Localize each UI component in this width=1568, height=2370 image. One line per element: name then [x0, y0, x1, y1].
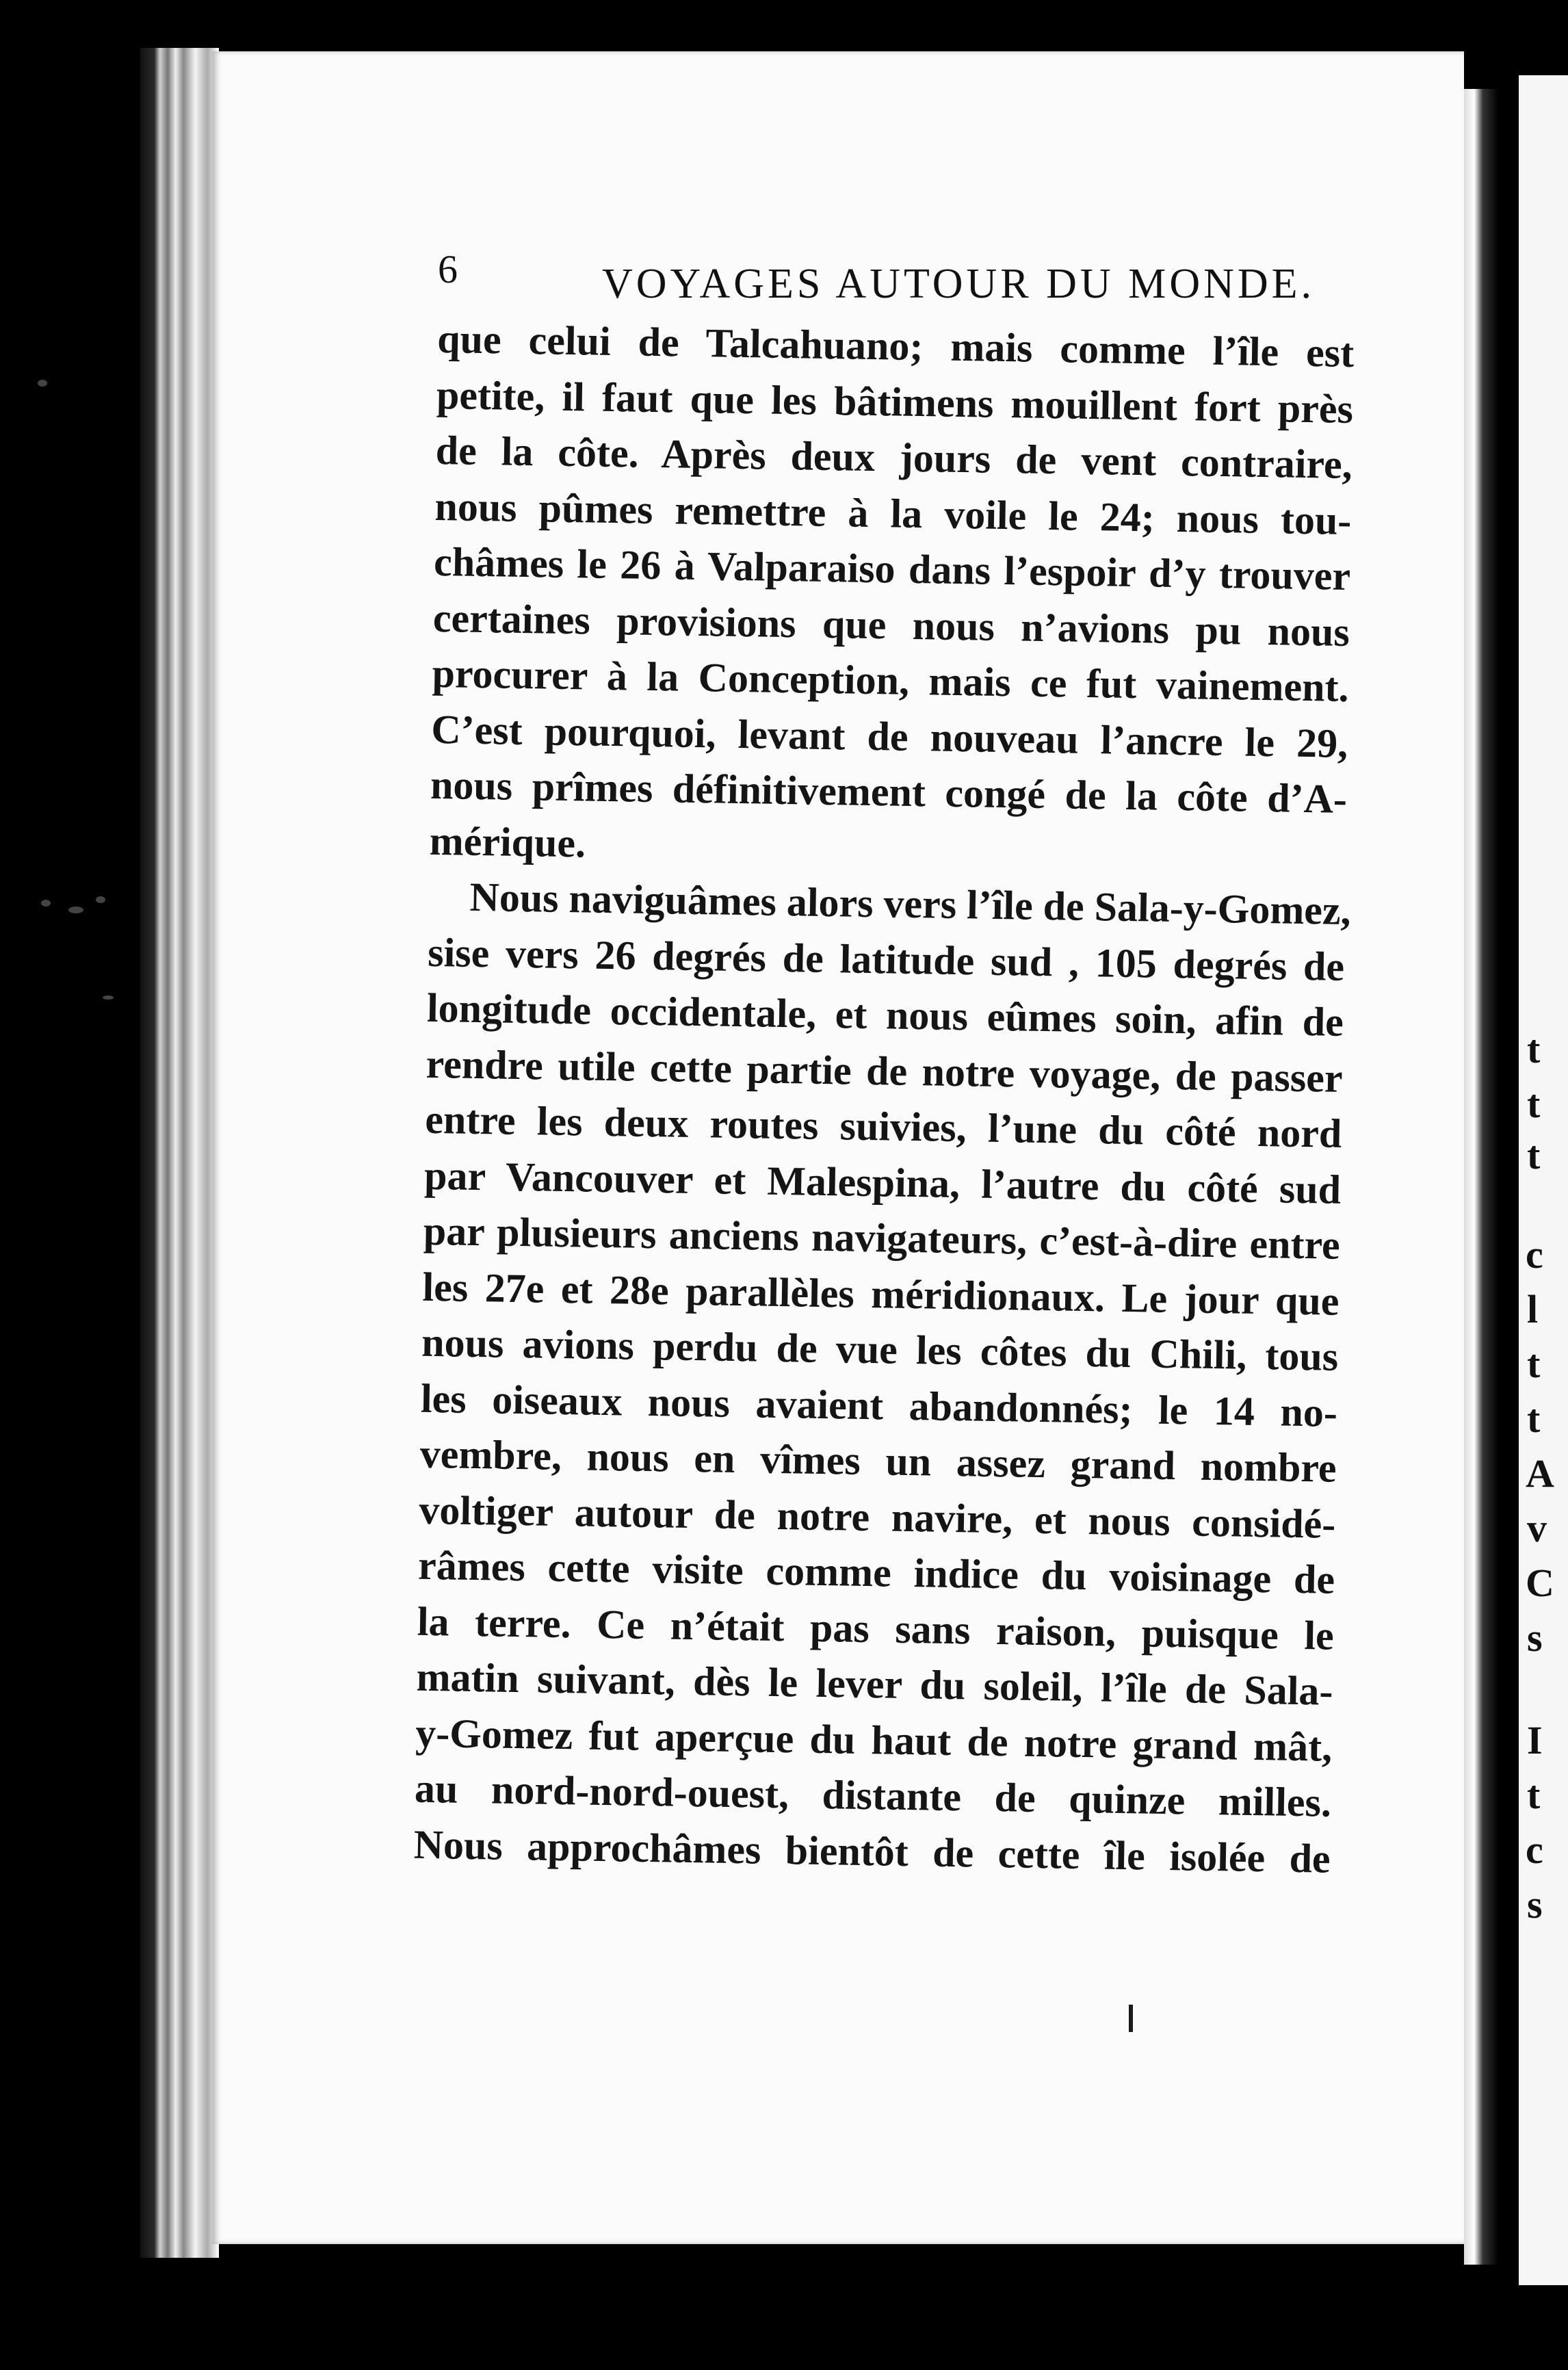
text-line: vembre, nous en vîmes un assez grand nombre: [419, 1431, 1337, 1491]
adjacent-page-glyph: s: [1527, 1882, 1543, 1927]
adjacent-page-glyph: c: [1526, 1232, 1543, 1277]
scan-speck: [96, 896, 105, 903]
scan-speck: [41, 900, 51, 907]
text-line: Nous approchâmes bientôt de cette île isolée de: [413, 1821, 1331, 1881]
text-line: râmes cette visite comme indice du voisinage de: [417, 1542, 1335, 1602]
running-title: VOYAGES AUTOUR DU MONDE.: [602, 261, 1316, 307]
text-line: la terre. Ce n’était pas sans raison, puisque le: [417, 1598, 1335, 1658]
text-line: par plusieurs anciens navigateurs, c’est-à-dire entre: [423, 1208, 1341, 1268]
scan-speck: [103, 995, 114, 1000]
text-line: par Vancouver et Malespina, l’autre du côté sud: [423, 1152, 1342, 1212]
text-line: que celui de Talcahuano; mais comme l’île est: [436, 315, 1355, 376]
text-line: y-Gomez fut aperçue du haut de notre grand mât,: [415, 1710, 1333, 1770]
text-line: nous avions perdu de vue les côtes du Chili, tous: [421, 1319, 1339, 1379]
scan-mark: [1129, 2005, 1133, 2032]
text-line: nous pûmes remettre à la voile le 24; nous tou-: [434, 483, 1352, 543]
page-gutter-shadow: [1464, 89, 1498, 2265]
paragraph-first-line: Nous naviguâmes alors vers l’île de Sala-y-Gomez,: [469, 874, 1352, 934]
text-line: rendre utile cette partie de notre voyage, de passer: [426, 1041, 1344, 1101]
adjacent-page-glyph: t: [1527, 1773, 1541, 1817]
text-line: châmes le 26 à Valparaiso dans l’espoir d’y trouver: [433, 538, 1351, 599]
adjacent-page-glyph: I: [1527, 1718, 1543, 1762]
scan-speck: [38, 380, 47, 387]
adjacent-page-glyph: t: [1527, 1342, 1541, 1386]
adjacent-page-glyph: A: [1526, 1451, 1554, 1496]
text-line: mérique.: [429, 818, 586, 865]
text-line: les 27e et 28e parallèles méridionaux. Le jour que: [422, 1264, 1340, 1324]
text-line: matin suivant, dès le lever du soleil, l’île de Sala-: [416, 1654, 1334, 1714]
text-line: voltiger autour de notre navire, et nous considé-: [418, 1487, 1336, 1547]
text-line: C’est pourquoi, levant de nouveau l’ancre le 29,: [430, 706, 1348, 766]
body-text: [413, 311, 1355, 1887]
adjacent-page-strip: [1519, 75, 1568, 2285]
adjacent-page-glyph: t: [1527, 1027, 1541, 1071]
text-line: longitude occidentale, et nous eûmes soin, afin de: [426, 985, 1344, 1045]
text-line: petite, il faut que les bâtimens mouillent fort près: [436, 372, 1354, 432]
adjacent-page-glyph: t: [1527, 1133, 1541, 1177]
adjacent-page-glyph: C: [1526, 1561, 1554, 1605]
adjacent-page-glyph: l: [1527, 1287, 1539, 1331]
text-line: les oiseaux nous avaient abandonnés; le 14 no-: [420, 1375, 1338, 1435]
text-line: sise vers 26 degrés de latitude sud , 105 degrés de: [427, 929, 1345, 989]
text-line: certaines provisions que nous n’avions pu nous: [432, 595, 1350, 655]
book-spine-edge: [140, 48, 219, 2258]
text-line: de la côte. Après deux jours de vent contraire,: [435, 427, 1353, 488]
adjacent-page-glyph: s: [1527, 1615, 1543, 1660]
adjacent-page-glyph: t: [1527, 1082, 1541, 1126]
text-line: au nord-nord-ouest, distante de quinze milles.: [414, 1765, 1332, 1825]
text-line: entre les deux routes suivies, l’une du côté nord: [424, 1096, 1342, 1156]
adjacent-page-glyph: c: [1526, 1827, 1543, 1872]
text-line: nous prîmes définitivement congé de la côte d’A-: [430, 761, 1348, 822]
scan-speck: [68, 907, 83, 913]
adjacent-page-glyph: v: [1527, 1506, 1547, 1550]
text-line: procurer à la Conception, mais ce fut vainement.: [432, 650, 1350, 710]
adjacent-page-glyph: t: [1527, 1396, 1541, 1441]
running-header: [438, 246, 1355, 308]
page-number: 6: [438, 247, 458, 291]
